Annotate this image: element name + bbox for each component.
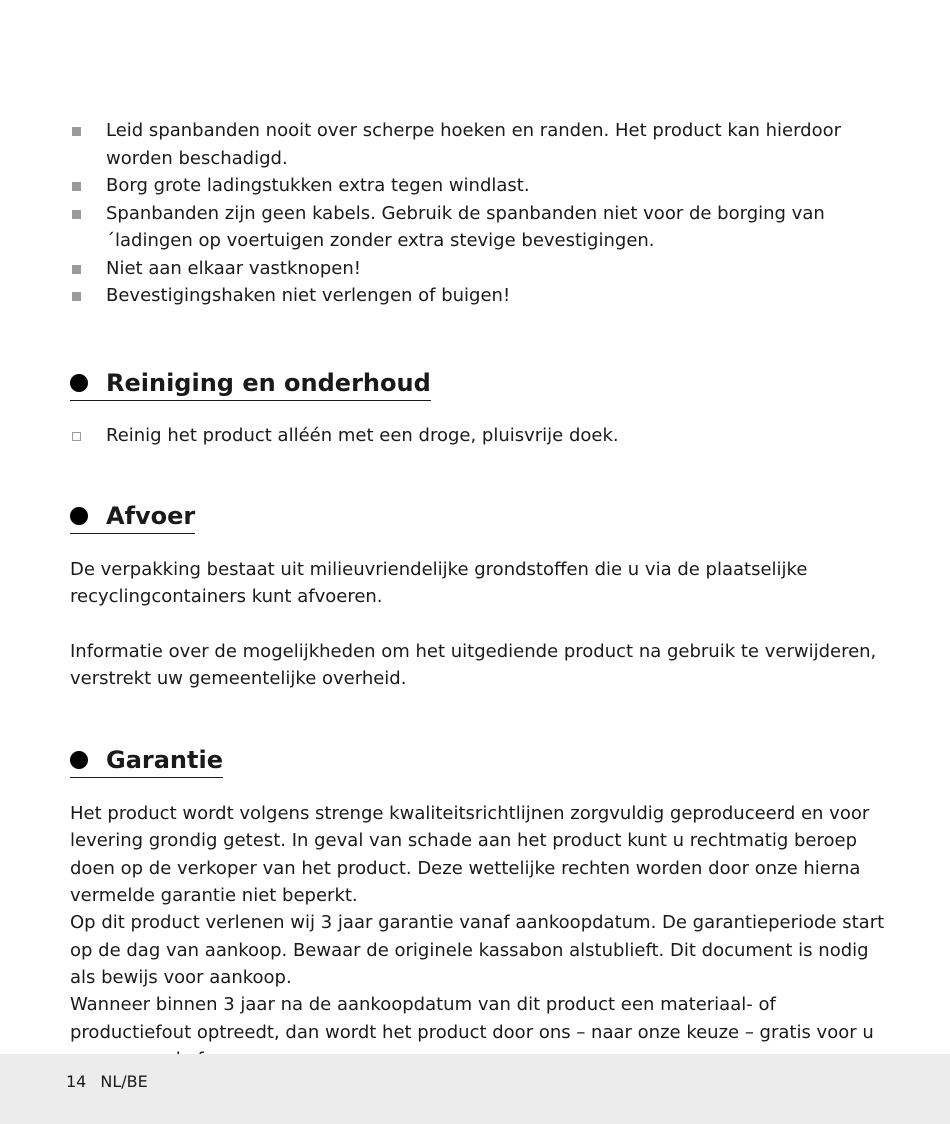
safety-bullet-list <box>70 117 885 310</box>
page-footer <box>0 1054 950 1124</box>
checkbox-icon <box>72 432 81 441</box>
footer-text <box>66 1072 162 1092</box>
disposal-heading-text: Afvoer <box>106 502 196 530</box>
disposal-paragraph: De verpakking bestaat uit milieuvriendelijke grondstoffen die u via de plaatselijke recyclingcontainers kunt afvoeren. <box>70 559 808 608</box>
disposal-paragraph: Informatie over de mogelijkheden om het uitgediende product na gebruik te verwijderen, verstrekt uw gemeentelijke overheid. <box>70 640 877 689</box>
warranty-heading <box>70 744 223 778</box>
page-content <box>70 117 885 1073</box>
list-item <box>70 282 885 310</box>
heading-bullet-icon <box>70 507 88 525</box>
warranty-paragraph: Op dit product verlenen wij 3 jaar garantie vanaf aankoopdatum. De garantieperiode start op de dag van aankoop. Bewaar de originele kassabon alstublieft. Dit document is nodig als bewijs voor aankoop. <box>70 912 885 988</box>
square-bullet-icon <box>72 210 81 219</box>
square-bullet-icon <box>72 127 81 136</box>
list-item <box>70 422 885 450</box>
heading-bullet-icon <box>70 751 88 769</box>
locale-label: NL/BE <box>100 1072 148 1091</box>
list-item-text: Reinig het product alléén met een droge, pluisvrije doek. <box>106 424 619 446</box>
disposal-heading <box>70 500 195 534</box>
list-item-text: Leid spanbanden nooit over scherpe hoeken en randen. Het product kan hierdoor worden beschadigd. <box>106 120 842 169</box>
warranty-paragraph: Het product wordt volgens strenge kwaliteitsrichtlijnen zorgvuldig geproduceerd en voor levering grondig getest. In geval van schade aan het product kunt u rechtmatig beroep doen op de verkoper van het product. Deze wettelijke rechten worden door onze hierna vermelde garantie niet beperkt. <box>70 803 870 907</box>
list-item <box>70 200 885 255</box>
list-item-text: Bevestigingshaken niet verlengen of buigen! <box>106 285 511 306</box>
heading-bullet-icon <box>70 374 88 392</box>
page-number: 14 <box>66 1072 87 1091</box>
list-item <box>70 117 885 172</box>
cleaning-heading <box>70 367 431 401</box>
square-bullet-icon <box>72 292 81 301</box>
list-item <box>70 255 885 283</box>
square-bullet-icon <box>72 265 81 274</box>
warranty-paragraph: Wanneer binnen 3 jaar na de aankoopdatum van dit product een materiaal- of productiefout optreedt, dan wordt het product door ons – naar onze keuze – gratis voor u <box>70 994 874 1043</box>
list-item <box>70 172 885 200</box>
square-bullet-icon <box>72 182 81 191</box>
warranty-heading-text: Garantie <box>106 746 223 775</box>
cleaning-heading-text: Reiniging en onderhoud <box>106 368 431 397</box>
list-item-text: Borg grote ladingstukken extra tegen windlast. <box>106 175 530 196</box>
list-item-text: Spanbanden zijn geen kabels. Gebruik de spanbanden niet voor de borging van ´ladingen op voertuigen zonder extra stevige bevestigingen. <box>106 202 825 251</box>
list-item-text: Niet aan elkaar vastknopen! <box>106 257 361 279</box>
